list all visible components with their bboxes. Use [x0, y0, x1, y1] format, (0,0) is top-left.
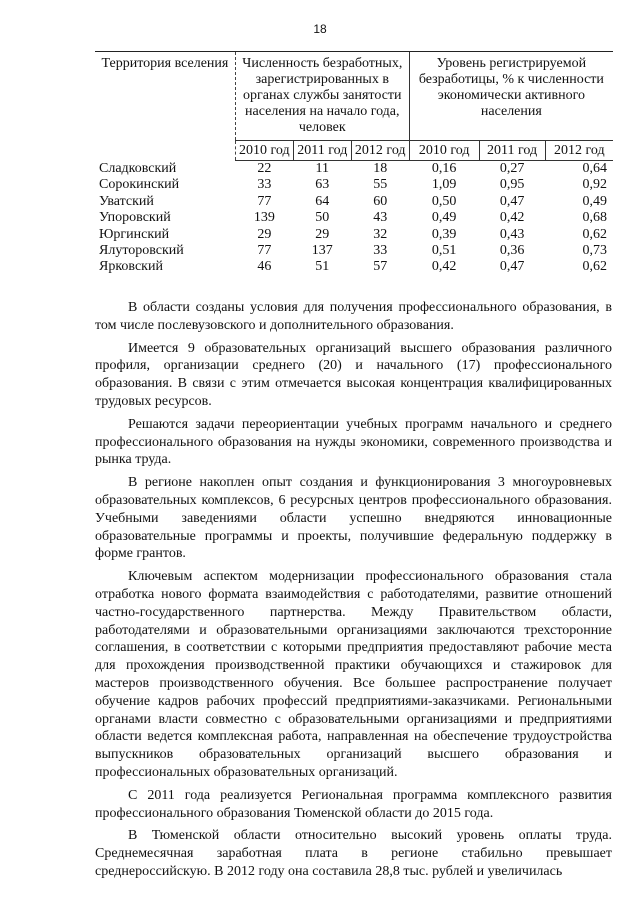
- cell-rate-2011: 0,47: [499, 193, 525, 209]
- cell-rate-2012: 0,49: [582, 193, 607, 209]
- table-row: [95, 243, 613, 259]
- cell-unemployed-2011: 29: [315, 226, 330, 242]
- cell-unemployed-2010: 29: [257, 226, 272, 242]
- header-rate: Уровень регистрируемой безработицы, % к численности экономически активного населения: [409, 52, 613, 141]
- paragraph: Ключевым аспектом модернизации профессионального образования стала отработка нового формата взаимодействия с работодателями, развитие отношений частно-государственного партнерства. Между Правительством области, работодателями и образовательными организациями заключаются трехсторонние соглашения, в соответствии с которыми предприятия предоставляют рабочие места для прохождения производственной практики обучающихся и стажировок для мастеров производственного обучения. Все большее распространение получает обучение кадров рабочих профессий предприятиями-заказчиками. Региональными органами власти совместно с образовательными организациями и предприятиями области ведется комплексная работа, направленная на обеспечение трудоустройства выпускников образовательных организаций высшего образования и профессиональных образовательных организаций.: [95, 569, 612, 780]
- cell-rate-2010: 0,51: [431, 243, 457, 259]
- body-text: [95, 299, 612, 886]
- cell-rate-2012: 0,62: [582, 259, 607, 275]
- table-row: [95, 161, 613, 178]
- cell-unemployed-2012: 43: [373, 210, 388, 226]
- cell-unemployed-2010: 77: [257, 193, 272, 209]
- cell-rate-2011: 0,42: [499, 210, 525, 226]
- cell-rate-2010: 1,09: [431, 177, 457, 193]
- year-header: 2011 год: [293, 141, 351, 161]
- paragraph: В Тюменской области относительно высокий уровень оплаты труда. Среднемесячная заработная плата в регионе стабильно превышает среднероссийскую. В 2012 году она составила 28,8 тыс. рублей и увеличилась: [95, 828, 612, 879]
- cell-unemployed-2010: 139: [253, 210, 275, 226]
- year-header: 2012 год: [545, 141, 613, 161]
- cell-rate-2012: 0,68: [582, 210, 607, 226]
- cell-unemployed-2012: 55: [373, 177, 388, 193]
- cell-rate-2010: 0,16: [431, 161, 457, 176]
- cell-rate-2012: 0,64: [582, 161, 607, 176]
- cell-unemployed-2011: 137: [311, 243, 333, 259]
- territory-name: Сорокинский: [99, 177, 180, 193]
- cell-unemployed-2012: 33: [373, 243, 388, 259]
- cell-unemployed-2011: 11: [315, 161, 330, 176]
- cell-unemployed-2010: 77: [257, 243, 272, 259]
- paragraph: Имеется 9 образовательных организаций высшего образования различного профиля, организации среднего (20) и начального (17) профессионального образования. В связи с этим отмечается высокая концентрация квалифицированных трудовых ресурсов.: [95, 340, 612, 409]
- year-header: 2012 год: [351, 141, 409, 161]
- table-row: [95, 227, 613, 243]
- cell-unemployed-2010: 33: [257, 177, 272, 193]
- cell-rate-2012: 0,73: [582, 243, 607, 259]
- cell-rate-2012: 0,62: [582, 226, 607, 242]
- cell-unemployed-2011: 64: [315, 193, 330, 209]
- paragraph: Решаются задачи переориентации учебных программ начального и среднего профессионального образования на нужды экономики, современного производства и рынка труда.: [95, 416, 612, 468]
- paragraph: С 2011 года реализуется Региональная программа комплексного развития профессионального образования Тюменской области до 2015 года.: [95, 787, 612, 821]
- table-row: [95, 210, 613, 226]
- page-number: 18: [313, 22, 327, 36]
- cell-unemployed-2011: 51: [315, 259, 330, 275]
- territory-name: Уватский: [99, 193, 154, 209]
- header-territory: Территория вселения: [101, 56, 229, 71]
- table-row: [95, 194, 613, 210]
- cell-rate-2011: 0,95: [499, 177, 525, 193]
- cell-unemployed-2012: 18: [373, 161, 388, 176]
- unemployment-table: [95, 52, 613, 276]
- territory-name: Упоровский: [99, 210, 171, 226]
- cell-rate-2010: 0,42: [431, 259, 457, 275]
- year-header: 2011 год: [479, 141, 545, 161]
- cell-rate-2010: 0,49: [431, 210, 457, 226]
- cell-rate-2011: 0,36: [499, 243, 525, 259]
- cell-unemployed-2012: 32: [373, 226, 388, 242]
- cell-rate-2010: 0,39: [431, 226, 457, 242]
- territory-name: Юргинский: [99, 226, 170, 242]
- table-row: [95, 177, 613, 193]
- cell-unemployed-2011: 63: [315, 177, 330, 193]
- header-unemployed: Численность безработных, зарегистрированных в органах службы занятости населения на начало года, человек: [235, 52, 409, 141]
- cell-rate-2012: 0,92: [582, 177, 607, 193]
- cell-unemployed-2012: 60: [373, 193, 388, 209]
- cell-rate-2011: 0,27: [499, 161, 525, 176]
- territory-name: Сладковский: [99, 160, 177, 176]
- cell-unemployed-2011: 50: [315, 210, 330, 226]
- year-header: 2010 год: [235, 141, 293, 161]
- paragraph: В регионе накоплен опыт создания и функционирования 3 многоуровневых образовательных комплексов, 6 ресурсных центров профессионального образования. Учебными заведениями области успешно внедряются инновационные образовательные программы и проекты, получившие федеральную поддержку в форме грантов.: [95, 475, 612, 562]
- cell-rate-2011: 0,43: [499, 226, 525, 242]
- paragraph: В области созданы условия для получения профессионального образования, в том числе послевузовского и дополнительного образования.: [95, 300, 612, 333]
- cell-unemployed-2010: 46: [257, 259, 272, 275]
- cell-rate-2010: 0,50: [431, 193, 457, 209]
- cell-unemployed-2012: 57: [373, 259, 388, 275]
- table-row: [95, 259, 613, 275]
- cell-unemployed-2010: 22: [257, 161, 272, 176]
- year-header: 2010 год: [409, 141, 479, 161]
- territory-name: Ярковский: [99, 259, 163, 275]
- cell-rate-2011: 0,47: [499, 259, 525, 275]
- territory-name: Ялуторовский: [99, 243, 184, 259]
